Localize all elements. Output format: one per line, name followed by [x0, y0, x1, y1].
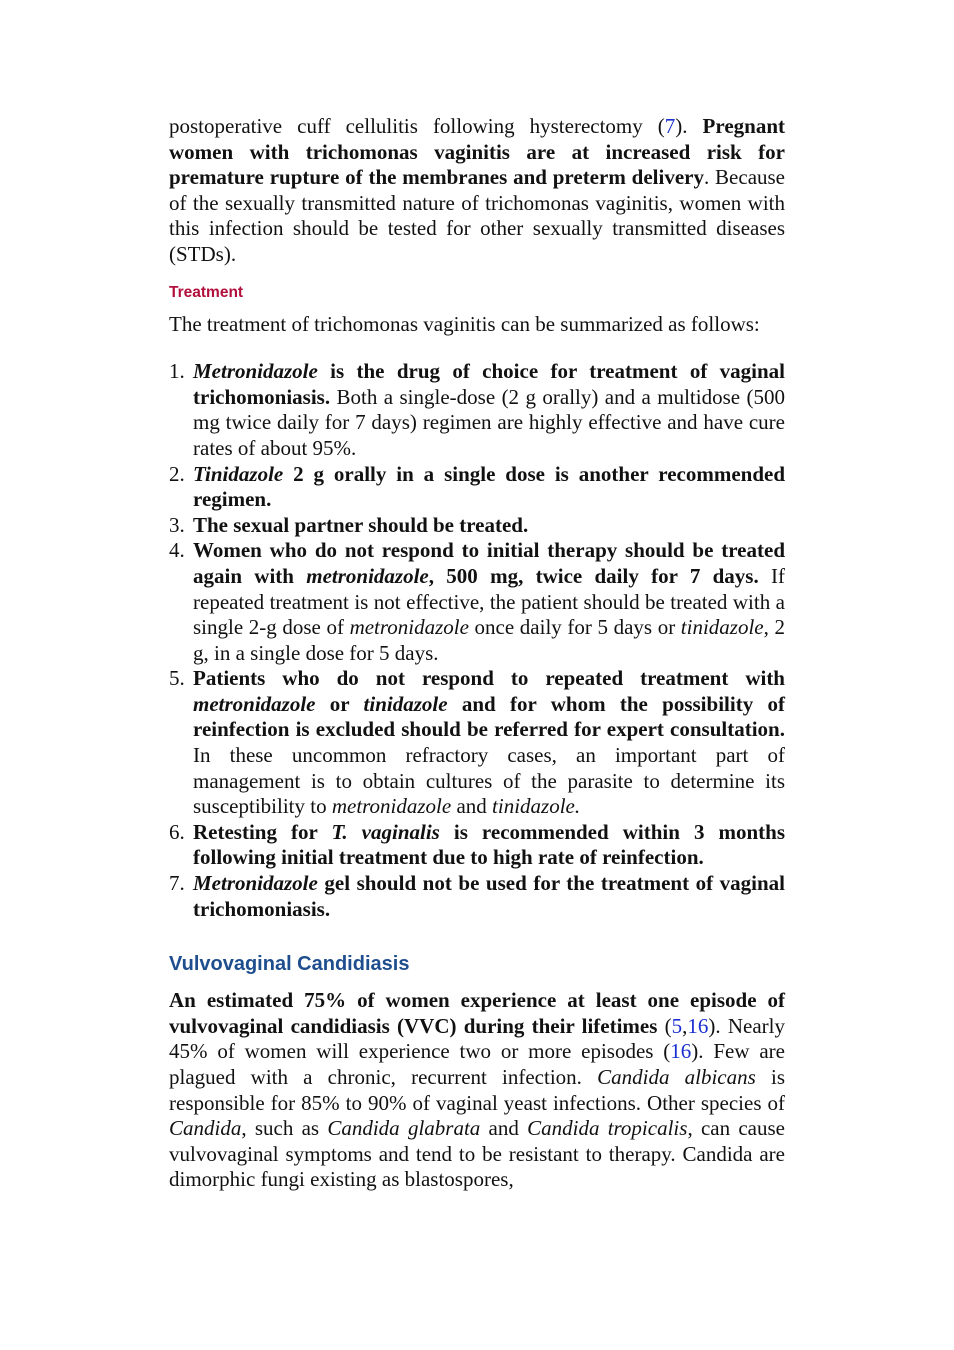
- treatment-intro: The treatment of trichomonas vaginitis can be summarized as follows:: [169, 311, 760, 336]
- treatment-heading: Treatment: [169, 283, 244, 301]
- treatment-list: [169, 359, 785, 922]
- item-number: 6.: [169, 819, 185, 844]
- citation-link[interactable]: 5: [671, 1013, 683, 1038]
- treatment-item: 3. The sexual partner should be treated.: [169, 512, 529, 537]
- citation-link[interactable]: 16: [670, 1039, 692, 1064]
- intro-paragraph: postoperative cuff cellulitis following hysterectomy (7). Pregnant women with trichomonas vaginitis are at increased risk for premature rupture of the membranes and preterm delivery. Because of the sexually transmitted nature of trichomonas vaginitis, women with this infection should be tested for other sexually transmitted diseases (STDs).: [169, 114, 786, 266]
- item-number: 3.: [169, 512, 185, 537]
- item-number: 4.: [169, 538, 185, 563]
- vvc-heading: Vulvovaginal Candidiasis: [169, 953, 410, 976]
- item-number: 1.: [169, 359, 185, 384]
- pregnancy-risk-statement: Pregnant women with trichomonas vaginitis are at increased risk for premature rupture of the membranes and preterm delivery: [169, 114, 785, 190]
- treatment-item: 4. Women who do not respond to initial therapy should be treated again with metronidazole, 500 mg, twice daily for 7 days. If repeated treatment is not effective, the patient should be treated with a single 2-g dose of metronidazole once daily for 5 days or tinidazole, 2 g, in a single dose for 5 days.: [169, 538, 785, 665]
- citation-link[interactable]: 7: [664, 114, 676, 138]
- citation-link[interactable]: 16: [687, 1013, 709, 1038]
- treatment-item: 1. Metronidazole is the drug of choice for treatment of vaginal trichomoniasis. Both a single-dose (2 g orally) and a multidose (500 mg twice daily for 7 days) regimen are highly effective and have cure rates of about 95%.: [169, 359, 785, 460]
- item-number: 7.: [169, 871, 185, 896]
- document-page: [169, 114, 785, 1193]
- vvc-paragraph: An estimated 75% of women experience at least one episode of vulvovaginal candidiasis (VVC) during their lifetimes (5,16). Nearly 45% of women will experience two or more episodes (16). Few are plagued with a chronic, recurrent infection. Candida albicans is responsible for 85% to 90% of vaginal yeast infections. Other species of Candida, such as Candida glabrata and Candida tropicalis, can cause vulvovaginal symptoms and tend to be resistant to therapy. Candida are dimorphic fungi existing as blastospores,: [169, 988, 785, 1192]
- treatment-item: 2. Tinidazole 2 g orally in a single dose is another recommended regimen.: [169, 461, 785, 512]
- treatment-item: 6. Retesting for T. vaginalis is recommended within 3 months following initial treatment due to high rate of reinfection.: [169, 819, 785, 870]
- item-number: 2.: [169, 461, 185, 486]
- treatment-item: 5. Patients who do not respond to repeated treatment with metronidazole or tinidazole and for whom the possibility of reinfection is excluded should be referred for expert consultation. In these uncommon refractory cases, an important part of management is to obtain cultures of the parasite to determine its susceptibility to metronidazole and tinidazole.: [169, 666, 785, 819]
- treatment-item: 7. Metronidazole gel should not be used for the treatment of vaginal trichomoniasis.: [169, 871, 785, 921]
- item-number: 5.: [169, 666, 185, 691]
